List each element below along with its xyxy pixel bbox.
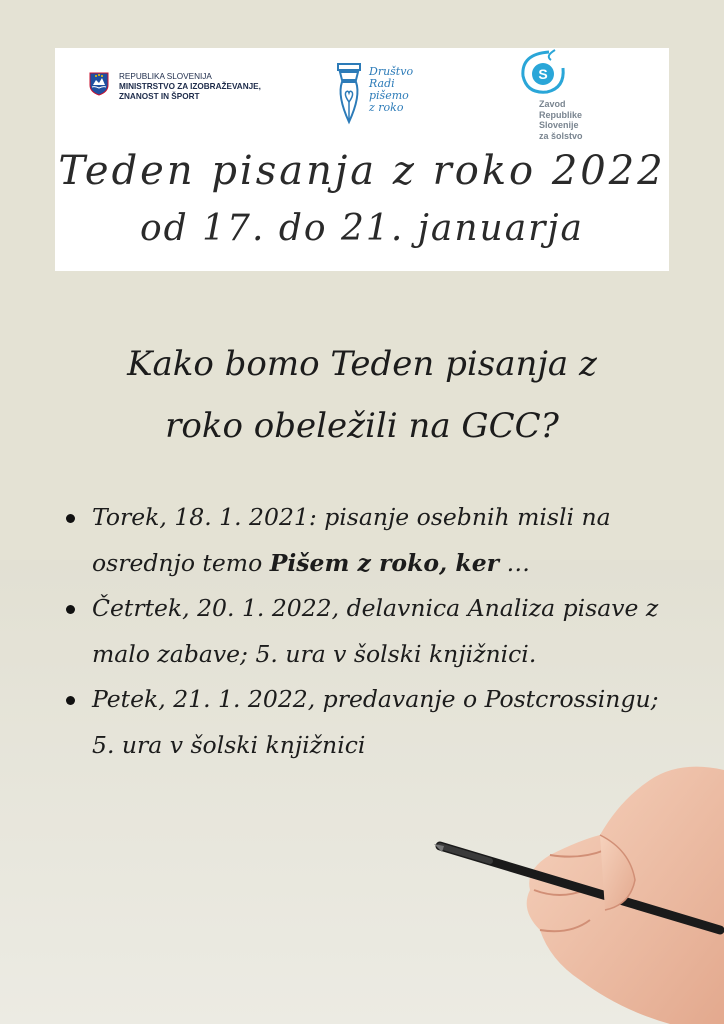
event-suffix: … [499,548,531,577]
bullet-icon [66,514,75,523]
zavod-line-3: Slovenije [539,120,579,130]
zavod-logo [515,48,595,148]
zavod-s-emblem-icon [515,48,571,98]
zavod-line-2: Republike [539,109,583,120]
banner-title: Teden pisanja z roko 2022 [58,148,666,194]
zavod-line-4: za šolstvo [539,130,583,141]
drustvo-logo [333,62,443,128]
list-item [60,677,680,768]
header-banner [55,48,669,271]
page-title-line-2: roko obeležili na GCC? [165,406,559,446]
drustvo-line-3: pišemo [369,89,409,102]
event-emphasis: Pišem z roko, ker [269,548,500,577]
bullet-icon [66,696,75,705]
event-list [60,495,680,768]
banner-dates: od 17. do 21. januarja [139,208,584,249]
event-text: Torek, 18. 1. 2021: pisanje osebnih misli na osrednjo temo [92,503,611,577]
event-text: Četrtek, 20. 1. 2022, delavnica Analiza pisave z malo zabave; 5. ura v šolski knjižnici. [92,594,659,668]
slovenia-crest-icon [89,72,109,96]
hand-holding-pen-illustration [430,760,724,1024]
drustvo-line-2: Radi [369,77,395,90]
ministry-line-1: REPUBLIKA SLOVENIJA [119,72,212,81]
ministry-logo [89,70,269,110]
page-title [40,333,684,457]
ministry-line-2: MINISTRSTVO ZA IZOBRAŽEVANJE, [119,82,261,91]
fountain-pen-heart-icon [333,62,365,128]
page-title-line-1: Kako bomo Teden pisanja z [127,344,597,384]
drustvo-line-1: Društvo [369,65,414,78]
svg-text:S: S [538,66,548,82]
list-item [60,495,680,586]
event-text: Petek, 21. 1. 2022, predavanje o Postcrossingu; 5. ura v šolski knjižnici [92,685,659,759]
zavod-line-1: Zavod [539,99,566,109]
drustvo-line-4: z roko [369,101,404,114]
list-item [60,586,680,677]
ministry-line-3: ZNANOST IN ŠPORT [119,92,200,101]
bullet-icon [66,605,75,614]
